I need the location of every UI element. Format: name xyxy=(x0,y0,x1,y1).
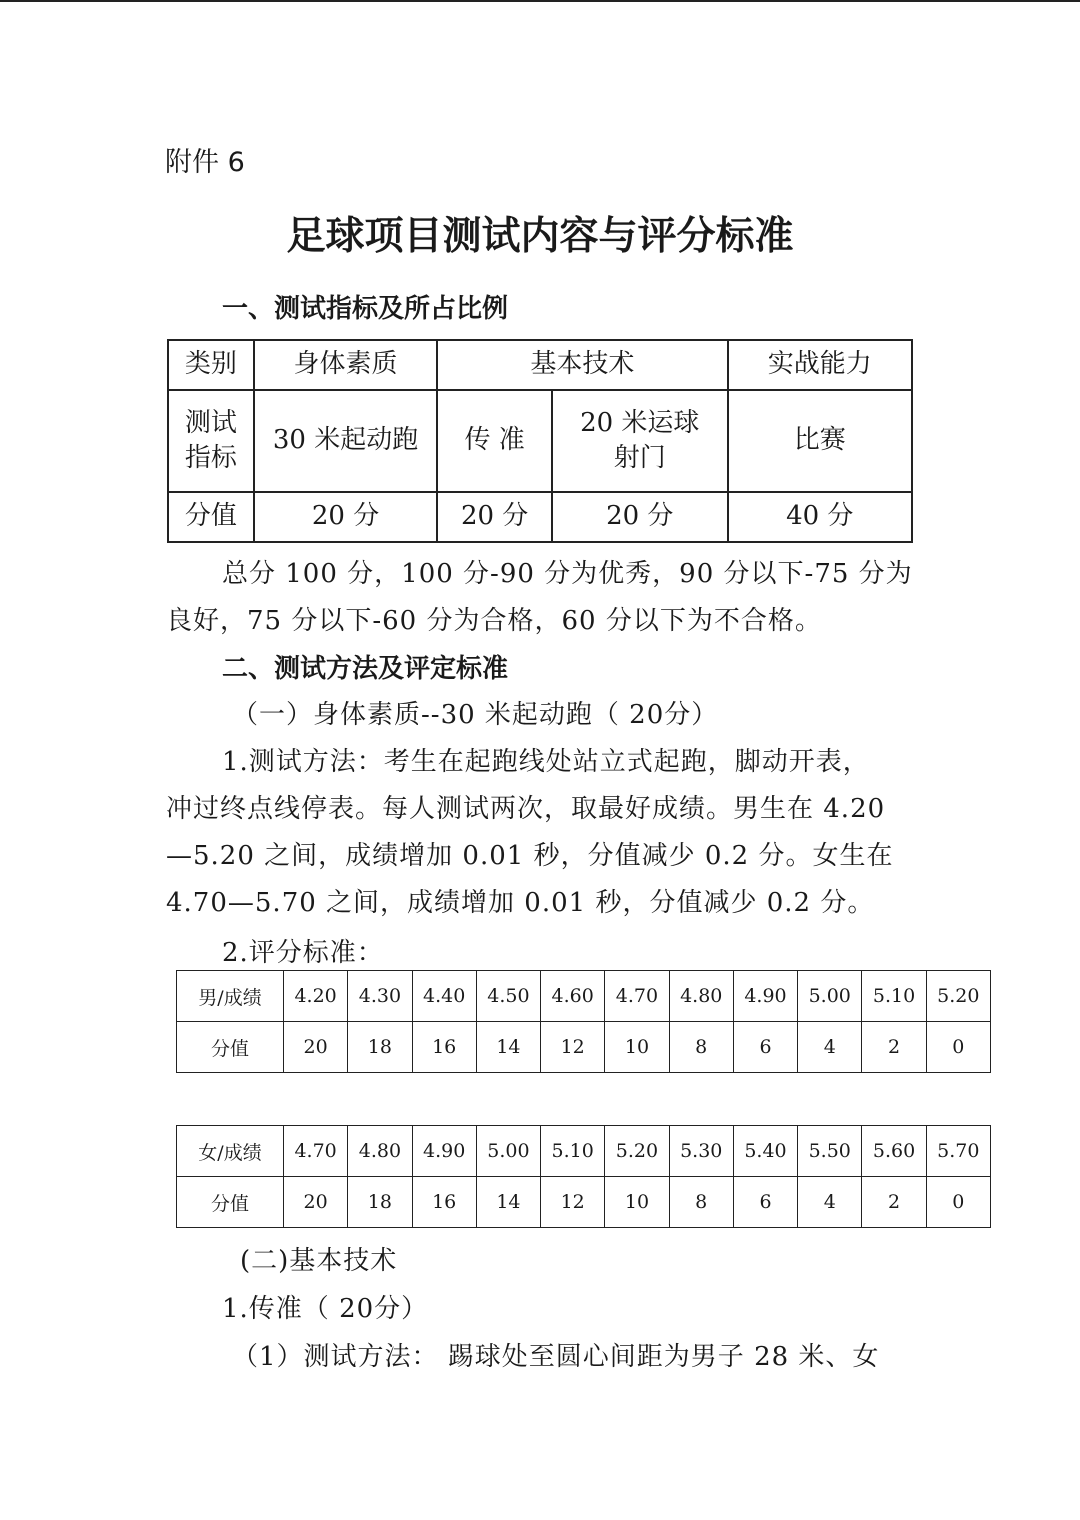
female-result-cell: 4.80 xyxy=(348,1126,412,1177)
method-line-2: 冲过终点线停表。每人测试两次，取最好成绩。男生在 4.20 xyxy=(166,794,886,824)
page-title: 足球项目测试内容与评分标准 xyxy=(286,214,794,259)
summary-line-2: 良好，75 分以下-60 分为合格，60 分以下为不合格。 xyxy=(166,606,822,636)
male-score-cell: 10 xyxy=(605,1022,669,1073)
subsection2-heading: (二)基本技术 xyxy=(240,1246,398,1276)
male-score-cell: 8 xyxy=(669,1022,733,1073)
female-result-cell: 5.70 xyxy=(926,1126,990,1177)
female-result-cell: 5.00 xyxy=(476,1126,540,1177)
indicator-match: 比赛 xyxy=(728,390,913,492)
male-result-cell: 4.30 xyxy=(348,971,412,1022)
male-score-cell: 4 xyxy=(798,1022,862,1073)
male-result-cell: 4.80 xyxy=(669,971,733,1022)
male-score-cell: 6 xyxy=(733,1022,797,1073)
female-score-table xyxy=(176,1125,991,1228)
attachment-label: 附件 6 xyxy=(165,147,245,178)
male-score-cell: 20 xyxy=(284,1022,348,1073)
female-score-cell: 20 xyxy=(284,1177,348,1228)
item1-method: （1）测试方法： 踢球处至圆心间距为男子 28 米、女 xyxy=(232,1342,880,1372)
male-result-cell: 5.20 xyxy=(926,971,990,1022)
male-result-cell: 5.10 xyxy=(862,971,926,1022)
male-score-cell: 14 xyxy=(476,1022,540,1073)
row-label-score: 分值 xyxy=(168,492,254,542)
male-result-cell: 4.70 xyxy=(605,971,669,1022)
female-result-cell: 5.40 xyxy=(733,1126,797,1177)
score-passing: 20 分 xyxy=(437,492,552,542)
subsection1-heading: （一）身体素质--30 米起动跑（ 20分） xyxy=(232,700,719,730)
male-score-cell: 16 xyxy=(412,1022,476,1073)
row-label-indicator: 测试 指标 xyxy=(168,390,254,492)
female-score-cell: 8 xyxy=(669,1177,733,1228)
indicator-passing: 传 准 xyxy=(437,390,552,492)
section1-heading: 一、测试指标及所占比例 xyxy=(222,294,509,324)
female-score-cell: 18 xyxy=(348,1177,412,1228)
female-result-cell: 5.10 xyxy=(541,1126,605,1177)
female-score-cell: 14 xyxy=(476,1177,540,1228)
header-physical: 身体素质 xyxy=(254,340,437,390)
male-score-cell: 18 xyxy=(348,1022,412,1073)
method-line-4: 4.70—5.70 之间，成绩增加 0.01 秒，分值减少 0.2 分。 xyxy=(166,888,875,918)
male-score-cell: 12 xyxy=(541,1022,605,1073)
summary-line-1: 总分 100 分，100 分-90 分为优秀，90 分以下-75 分为 xyxy=(222,559,913,589)
female-result-cell: 4.70 xyxy=(284,1126,348,1177)
section2-heading: 二、测试方法及评定标准 xyxy=(222,654,509,684)
score-physical: 20 分 xyxy=(254,492,437,542)
male-result-cell: 4.20 xyxy=(284,971,348,1022)
female-score-cell: 6 xyxy=(733,1177,797,1228)
indicator-table xyxy=(167,339,913,543)
female-score-label: 分值 xyxy=(177,1177,284,1228)
female-result-cell: 4.90 xyxy=(412,1126,476,1177)
male-result-cell: 5.00 xyxy=(798,971,862,1022)
male-score-cell: 2 xyxy=(862,1022,926,1073)
male-result-cell: 4.90 xyxy=(733,971,797,1022)
method-line-1: 1.测试方法：考生在起跑线处站立式起跑，脚动开表， xyxy=(222,747,870,777)
female-result-cell: 5.60 xyxy=(862,1126,926,1177)
scoring-heading: 2.评分标准： xyxy=(222,938,384,968)
female-score-cell: 16 xyxy=(412,1177,476,1228)
male-result-cell: 4.50 xyxy=(476,971,540,1022)
female-score-cell: 0 xyxy=(926,1177,990,1228)
indicator-dribble-shoot: 20 米运球 射门 xyxy=(552,390,728,492)
indicator-30m-sprint: 30 米起动跑 xyxy=(254,390,437,492)
female-result-cell: 5.30 xyxy=(669,1126,733,1177)
score-dribble-shoot: 20 分 xyxy=(552,492,728,542)
male-score-cell: 0 xyxy=(926,1022,990,1073)
female-score-cell: 4 xyxy=(798,1177,862,1228)
item1-heading: 1.传准（ 20分） xyxy=(222,1294,429,1324)
top-border-line xyxy=(0,0,1080,2)
score-match: 40 分 xyxy=(728,492,913,542)
male-score-label: 分值 xyxy=(177,1022,284,1073)
male-score-table xyxy=(176,970,991,1073)
male-result-label: 男/成绩 xyxy=(177,971,284,1022)
female-score-cell: 2 xyxy=(862,1177,926,1228)
female-result-cell: 5.20 xyxy=(605,1126,669,1177)
female-score-cell: 12 xyxy=(541,1177,605,1228)
male-result-cell: 4.40 xyxy=(412,971,476,1022)
female-result-cell: 5.50 xyxy=(798,1126,862,1177)
header-category: 类别 xyxy=(168,340,254,390)
male-result-cell: 4.60 xyxy=(541,971,605,1022)
header-technique: 基本技术 xyxy=(437,340,727,390)
header-match: 实战能力 xyxy=(728,340,913,390)
method-line-3: —5.20 之间，成绩增加 0.01 秒，分值减少 0.2 分。女生在 xyxy=(166,841,894,871)
female-result-label: 女/成绩 xyxy=(177,1126,284,1177)
female-score-cell: 10 xyxy=(605,1177,669,1228)
